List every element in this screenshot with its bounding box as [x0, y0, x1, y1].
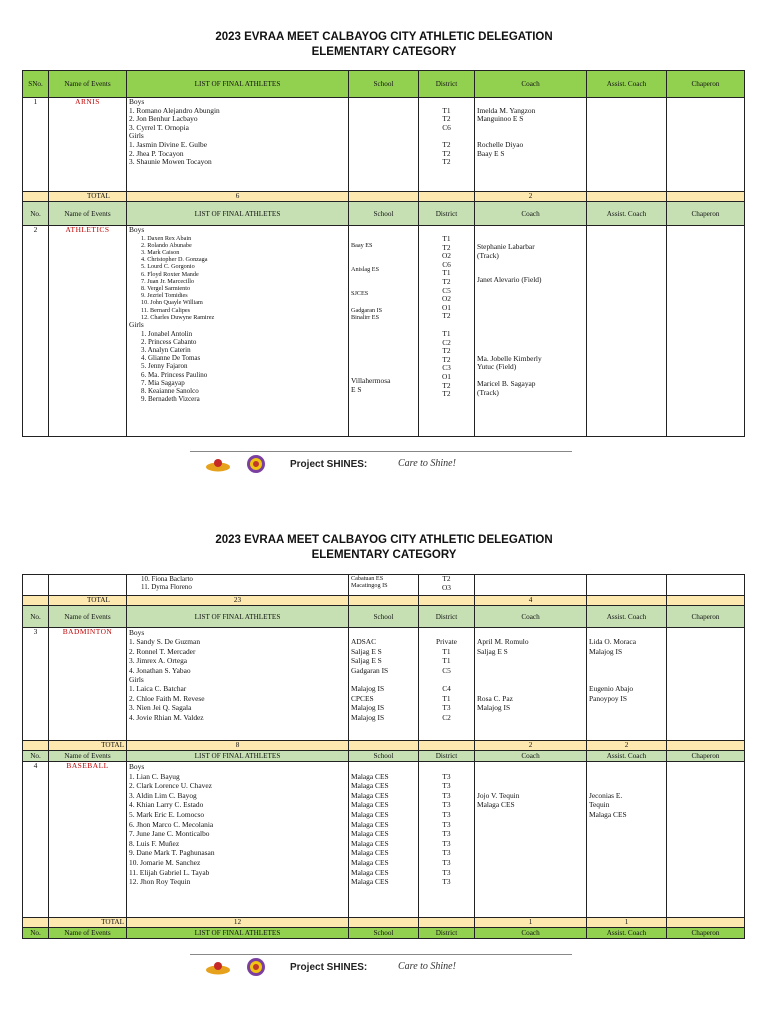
- school-cell: [349, 575, 419, 596]
- school-name: Malaga CES: [351, 867, 389, 877]
- coach-name: Rosa C. Paz: [477, 693, 513, 703]
- district-value: Private: [436, 637, 457, 647]
- district-value: T2: [442, 355, 451, 364]
- athlete-name: 10. Fiona Baclarto: [141, 575, 193, 583]
- header-athletes: LIST OF FINAL ATHLETES: [127, 71, 349, 98]
- header-school: School: [349, 71, 419, 98]
- coach-cell: [475, 628, 587, 741]
- header-no: No.: [23, 928, 49, 939]
- district-value: T2: [442, 575, 451, 583]
- page-subtitle: ELEMENTARY CATEGORY: [311, 46, 457, 58]
- district-value: T3: [442, 819, 451, 829]
- district-value: T3: [442, 838, 451, 848]
- event-number: 1: [23, 98, 49, 192]
- header-chaperon: Chaperon: [667, 751, 745, 762]
- district-cell: [419, 575, 475, 596]
- girls-label: Girls: [129, 321, 144, 330]
- header-coach: Coach: [475, 751, 587, 762]
- event-name: ATHLETICS: [65, 225, 110, 234]
- girls-list: [129, 330, 346, 404]
- total-athletes: 12: [127, 918, 349, 928]
- event-name-cell: [49, 98, 127, 192]
- athlete-name: 6. Jhon Marco C. Mecolania: [129, 819, 214, 829]
- athlete-name: 4. Khian Larry C. Estado: [129, 800, 204, 810]
- district-cell: [419, 628, 475, 741]
- athlete-name: 3. Jimrex A. Ortega: [129, 656, 188, 666]
- coach-note: (Track): [477, 388, 499, 397]
- total-row-arnis: [23, 192, 745, 202]
- coach-school: Manguinoo E S: [477, 115, 524, 124]
- school-cell: [349, 226, 419, 437]
- total-label: TOTAL: [49, 596, 127, 606]
- district-value: T2: [442, 115, 451, 124]
- total-label: TOTAL: [49, 918, 127, 928]
- district-value: C5: [442, 286, 451, 295]
- girls-label: Girls: [129, 675, 144, 685]
- chaperon-cell: [667, 226, 745, 437]
- delegation-table-1: [22, 70, 745, 437]
- school-cell: [349, 98, 419, 192]
- header-district: District: [419, 606, 475, 628]
- header-school: School: [349, 606, 419, 628]
- total-label: TOTAL: [49, 741, 127, 751]
- athlete-name: 3. Cyrrel T. Ornopia: [129, 123, 189, 132]
- delegation-table-2: [22, 574, 745, 939]
- school-name: Malajog IS: [351, 684, 385, 694]
- athlete-name: 2. Chloe Faith M. Revese: [129, 693, 205, 703]
- district-value: T3: [442, 800, 451, 810]
- event-name-cell: [49, 226, 127, 437]
- district-value: C6: [442, 260, 451, 269]
- boys-label: Boys: [129, 226, 145, 234]
- district-value: T1: [442, 329, 451, 338]
- event-number: 4: [23, 762, 49, 918]
- school-logo-icon: [205, 961, 231, 975]
- coach-school: Malajog IS: [477, 703, 511, 713]
- district-cell: [419, 226, 475, 437]
- school-cell: [349, 628, 419, 741]
- school-name: SJCES: [351, 290, 369, 298]
- total-athletes: 23: [127, 596, 349, 606]
- coach-note: Yutuc (Field): [477, 363, 517, 372]
- athlete-name: 5. Jenny Fajaron: [141, 362, 188, 371]
- district-value: C5: [442, 665, 451, 675]
- coach-name: Imelda M. Yangzon: [477, 106, 536, 115]
- coach-name: April M. Romulo: [477, 637, 529, 647]
- school-name: Gadgaran IS: [351, 665, 389, 675]
- school-name: Anislag ES: [351, 266, 380, 274]
- total-coach: 1: [475, 918, 587, 928]
- district-value: T3: [442, 790, 451, 800]
- header-no: SNo.: [23, 71, 49, 98]
- footer-project-name: Project SHINES:: [290, 962, 368, 973]
- district-value: T2: [442, 277, 451, 286]
- total-athletes: 8: [127, 741, 349, 751]
- district-value: T3: [442, 809, 451, 819]
- page-title: 2023 EVRAA MEET CALBAYOG CITY ATHLETIC DELEGATION: [215, 534, 553, 546]
- district-value: T3: [442, 857, 451, 867]
- header-school: School: [349, 928, 419, 939]
- header-district: District: [419, 928, 475, 939]
- header-athletes: LIST OF FINAL ATHLETES: [127, 928, 349, 939]
- school-name: Saljag E S: [351, 656, 382, 666]
- page-2: [0, 505, 768, 1024]
- coach-name: Jojo V. Tequin: [477, 790, 520, 800]
- chaperon-cell: [667, 762, 745, 918]
- athlete-name: 11. Bernard Calipes: [141, 306, 191, 314]
- athlete-name: 9. Jezriel Tomidies: [141, 292, 188, 300]
- school-name: Binalirr ES: [351, 313, 380, 321]
- athletes-cell: [127, 98, 349, 192]
- total-athletes: 6: [127, 192, 349, 202]
- header-assist-coach: Assist. Coach: [587, 928, 667, 939]
- district-value: T2: [442, 381, 451, 390]
- table-header-row: [23, 606, 745, 628]
- athlete-name: 1. Lian C. Bayug: [129, 771, 180, 781]
- total-row-badminton: [23, 741, 745, 751]
- athlete-name: 4. Jonathan S. Yabao: [129, 665, 191, 675]
- athlete-name: 2. Clark Lorence U. Chavez: [129, 781, 212, 791]
- event-row-arnis: [23, 98, 745, 192]
- page-subtitle: ELEMENTARY CATEGORY: [311, 549, 457, 561]
- athlete-name: 2. Ronnel T. Mercader: [129, 646, 196, 656]
- district-value: T3: [442, 771, 451, 781]
- school-name: Malaga CES: [351, 809, 389, 819]
- school-logo-icon: [205, 458, 231, 472]
- total-row-athletics: [23, 596, 745, 606]
- school-name: Malaga CES: [351, 800, 389, 810]
- district-value: T2: [442, 140, 451, 149]
- district-value: T1: [442, 656, 451, 666]
- header-school: School: [349, 202, 419, 226]
- assist-coach-name: Eugenio Abajo: [589, 684, 634, 694]
- assist-coach-cell: [587, 628, 667, 741]
- girls-label: Girls: [129, 132, 144, 141]
- total-assist: 1: [587, 918, 667, 928]
- district-value: O2: [441, 295, 452, 304]
- header-assist-coach: Assist. Coach: [587, 751, 667, 762]
- header-athletes: LIST OF FINAL ATHLETES: [127, 202, 349, 226]
- coach-cell: [475, 762, 587, 918]
- athletes-cell: [127, 628, 349, 741]
- header-chaperon: Chaperon: [667, 202, 745, 226]
- header-events: Name of Events: [49, 928, 127, 939]
- coach-cell: [475, 98, 587, 192]
- chaperon-cell: [667, 628, 745, 741]
- school-name: Malaga CES: [351, 790, 389, 800]
- athlete-name: 4. Christopher D. Gonzaga: [141, 256, 208, 264]
- athletes-cell: [127, 762, 349, 918]
- district-value: T1: [442, 235, 451, 243]
- athlete-name: 3. Analyn Caterin: [141, 346, 191, 355]
- assist-coach-cell: [587, 762, 667, 918]
- school-name: Malaga CES: [351, 829, 389, 839]
- athlete-name: 11. Elijah Gabriel L. Tayab: [129, 867, 210, 877]
- school-name: Macatingog IS: [351, 582, 388, 590]
- school-name: Malaga CES: [351, 838, 389, 848]
- school-name: Malaga CES: [351, 819, 389, 829]
- header-coach: Coach: [475, 928, 587, 939]
- district-value: T2: [442, 347, 451, 356]
- header-coach: Coach: [475, 606, 587, 628]
- assist-coach-school: Malaga CES: [589, 809, 627, 819]
- district-value: C2: [442, 712, 451, 722]
- athlete-name: 6. Ma. Princess Paulino: [141, 370, 208, 379]
- event-row-baseball: [23, 762, 745, 918]
- school-name: Baay ES: [351, 242, 373, 249]
- footer-tagline: Care to Shine!: [398, 458, 456, 469]
- athlete-name: 2. Jon Benhur Lacbayo: [129, 115, 198, 124]
- athlete-name: 6. Floyd Roxter Mande: [141, 270, 199, 278]
- athlete-name: 11. Dyma Floreno: [141, 583, 192, 592]
- athlete-name: 8. Vergel Sarmiento: [141, 285, 191, 293]
- district-value: T1: [442, 646, 451, 656]
- event-number: 3: [23, 628, 49, 741]
- athlete-name: 5. Lourd C. Gorgonio: [141, 263, 195, 271]
- school-name: Malaga CES: [351, 877, 389, 887]
- district-value: T3: [442, 781, 451, 791]
- assist-coach-name: Lida O. Moraca: [589, 637, 636, 647]
- athlete-name: 10. Jomarie M. Sanchez: [129, 857, 201, 867]
- event-row-badminton: [23, 628, 745, 741]
- school-name: Malaga CES: [351, 781, 389, 791]
- header-events: Name of Events: [49, 71, 127, 98]
- district-value: C2: [442, 338, 451, 347]
- athlete-name: 3. Nien Jei Q. Sagala: [129, 703, 192, 713]
- header-chaperon: Chaperon: [667, 606, 745, 628]
- school-name: Villahermosa: [351, 377, 391, 386]
- header-events: Name of Events: [49, 751, 127, 762]
- school-name: CPCES: [351, 693, 374, 703]
- header-chaperon: Chaperon: [667, 71, 745, 98]
- athlete-name: 2. Rolando Abunabe: [141, 241, 192, 249]
- coach-name: Janet Alevario (Field): [477, 276, 542, 285]
- header-assist-coach: Assist. Coach: [587, 71, 667, 98]
- header-events: Name of Events: [49, 606, 127, 628]
- header-assist-coach: Assist. Coach: [587, 606, 667, 628]
- coach-school: Baay E S: [477, 149, 505, 158]
- table-header-row: [23, 202, 745, 226]
- header-district: District: [419, 71, 475, 98]
- total-coach: 4: [475, 596, 587, 606]
- district-value: T3: [442, 829, 451, 839]
- athletes-cell: [127, 226, 349, 437]
- district-value: T1: [442, 106, 451, 115]
- athlete-name: 8. Keaianne Sanolco: [141, 387, 199, 396]
- district-value: C4: [442, 684, 451, 694]
- footer-tagline: Care to Shine!: [398, 961, 456, 972]
- division-seal-icon: [246, 957, 266, 977]
- header-no: No.: [23, 606, 49, 628]
- table-header-row: [23, 751, 745, 762]
- athlete-name: 1. Romano Alejandro Abungin: [129, 106, 220, 115]
- district-value: O1: [441, 372, 452, 381]
- coach-name: Ma. Jobelle Kimberly: [477, 354, 542, 363]
- district-value: O3: [441, 583, 452, 592]
- boys-label: Boys: [129, 762, 145, 771]
- coach-school: Malaga CES: [477, 800, 515, 810]
- district-value: T3: [442, 703, 451, 713]
- athlete-name: 4. Jovie Rhian M. Valdez: [129, 712, 204, 722]
- athlete-name: 5. Mark Eric E. Lomocso: [129, 809, 205, 819]
- total-coach: 2: [475, 741, 587, 751]
- school-name: Cabatuan ES: [351, 575, 384, 582]
- table-header-row: [23, 928, 745, 939]
- page-title: 2023 EVRAA MEET CALBAYOG CITY ATHLETIC DELEGATION: [215, 31, 553, 43]
- header-district: District: [419, 202, 475, 226]
- header-assist-coach: Assist. Coach: [587, 202, 667, 226]
- athlete-name: 1. Sandy S. De Guzman: [129, 637, 201, 647]
- coach-school: Saljag E S: [477, 646, 508, 656]
- athlete-name: 3. Mark Caison: [141, 249, 180, 256]
- school-name: Malaga CES: [351, 857, 389, 867]
- assist-coach-school: Panoypoy IS: [589, 693, 627, 703]
- school-name: E S: [351, 385, 362, 394]
- athlete-name: 12. Jhon Roy Tequin: [129, 877, 191, 887]
- header-coach: Coach: [475, 202, 587, 226]
- school-name: ADSAC: [351, 637, 377, 647]
- coach-name: Stephanie Labarbar: [477, 243, 535, 251]
- chaperon-cell: [667, 98, 745, 192]
- district-value: O1: [441, 303, 452, 312]
- athlete-name: 3. Aldin Lim C. Bayog: [129, 790, 197, 800]
- page-1: [0, 0, 768, 470]
- district-value: O2: [441, 252, 452, 261]
- boys-list: [129, 235, 346, 321]
- athlete-name: 10. John Quayle William: [141, 299, 203, 307]
- header-no: No.: [23, 202, 49, 226]
- school-name: Gadgaran IS: [351, 306, 383, 314]
- event-name-cell: [49, 628, 127, 741]
- school-name: Malaga CES: [351, 848, 389, 858]
- assist-coach-cell: [587, 98, 667, 192]
- athlete-name: 7. June Jane C. Monticalbo: [129, 829, 210, 839]
- total-coach: 2: [475, 192, 587, 202]
- header-coach: Coach: [475, 71, 587, 98]
- coach-name: Rochelle Diyao: [477, 140, 524, 149]
- header-district: District: [419, 751, 475, 762]
- table-header-row: [23, 71, 745, 98]
- athlete-name: 12. Charles Duwyne Ramirez: [141, 313, 215, 321]
- division-seal-icon: [246, 454, 266, 474]
- district-value: T3: [442, 848, 451, 858]
- event-number: 2: [23, 226, 49, 437]
- athlete-name: 4. Glianne De Tomas: [141, 354, 201, 363]
- district-value: T3: [442, 877, 451, 887]
- header-no: No.: [23, 751, 49, 762]
- athlete-name: 2. Jhea P. Tocayon: [129, 149, 184, 158]
- total-assist: 2: [587, 741, 667, 751]
- school-name: Malajog IS: [351, 703, 385, 713]
- footer: [190, 451, 572, 478]
- district-value: C6: [442, 123, 451, 132]
- total-label: TOTAL: [49, 192, 127, 202]
- header-athletes: LIST OF FINAL ATHLETES: [127, 751, 349, 762]
- assist-coach-name: Jeconias E.: [589, 790, 623, 800]
- athlete-name: 8. Luis F. Muñez: [129, 838, 180, 848]
- athlete-name: 9. Dane Mark T. Paghunasan: [129, 848, 215, 858]
- footer-project-name: Project SHINES:: [290, 459, 368, 470]
- assist-coach-name: Tequin: [589, 800, 610, 810]
- district-value: T2: [442, 158, 451, 167]
- total-row-baseball: [23, 918, 745, 928]
- athlete-name: 2. Princess Cabanto: [141, 337, 197, 346]
- athlete-name: 7. Juan Jr. Marcecillo: [141, 277, 195, 285]
- coach-note: (Track): [477, 251, 499, 260]
- district-value: T2: [442, 390, 451, 399]
- event-name: BASEBALL: [66, 761, 109, 770]
- event-name-cell: [49, 762, 127, 918]
- athlete-name: 1. Jasmin Divine E. Gulbe: [129, 140, 208, 149]
- district-value: C3: [442, 364, 451, 373]
- assist-coach-cell: [587, 226, 667, 437]
- event-name: BADMINTON: [62, 627, 113, 636]
- school-name: Malaga CES: [351, 771, 389, 781]
- header-events: Name of Events: [49, 202, 127, 226]
- coach-name: Maricel B. Sagayap: [477, 379, 536, 388]
- athlete-name: 9. Bernadeth Vizcera: [141, 395, 200, 404]
- assist-coach-school: Malajog IS: [589, 646, 623, 656]
- district-cell: [419, 98, 475, 192]
- school-cell: [349, 762, 419, 918]
- athlete-name: 1. Laica C. Batchar: [129, 684, 187, 694]
- event-name: ARNIS: [75, 97, 100, 106]
- district-value: T1: [442, 269, 451, 278]
- athlete-name: 3. Shaunie Mowen Tocayon: [129, 158, 212, 167]
- school-name: Malajog IS: [351, 712, 385, 722]
- header-chaperon: Chaperon: [667, 928, 745, 939]
- footer: [190, 954, 572, 981]
- header-school: School: [349, 751, 419, 762]
- event-row-athletics-cont: [23, 575, 745, 596]
- coach-cell: [475, 226, 587, 437]
- event-row-athletics: [23, 226, 745, 437]
- district-value: T2: [442, 312, 451, 321]
- district-cell: [419, 762, 475, 918]
- district-value: T1: [442, 693, 451, 703]
- athletes-cell: [127, 575, 349, 596]
- school-name: Saljag E S: [351, 646, 382, 656]
- boys-label: Boys: [129, 628, 145, 637]
- district-value: T2: [442, 243, 451, 252]
- district-value: T2: [442, 149, 451, 158]
- header-athletes: LIST OF FINAL ATHLETES: [127, 606, 349, 628]
- athlete-name: 7. Mia Sagayap: [141, 378, 185, 387]
- athlete-name: 1. Daxen Rex Abain: [141, 234, 192, 242]
- district-value: T3: [442, 867, 451, 877]
- boys-label: Boys: [129, 98, 145, 106]
- athlete-name: 1. Jonabel Antolin: [141, 329, 193, 338]
